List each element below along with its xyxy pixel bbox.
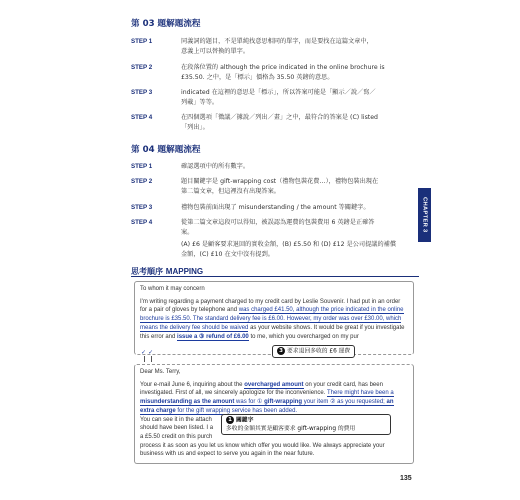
step-text [181, 113, 378, 134]
step-text [181, 88, 376, 109]
step-label: STEP 4 [131, 114, 153, 121]
line: 第二篇文章，但這裡沒有出現答案。 [181, 188, 280, 196]
text: as your website shows. It would be great if you investigate this error and [140, 324, 405, 340]
step-text [181, 63, 385, 84]
answer-note [181, 240, 417, 261]
mapping-title-zh: 思考順序 [131, 267, 163, 276]
salutation: Dear Ms. Terry, [140, 369, 181, 375]
chapter-tab: CHAPTER 3 [418, 188, 431, 242]
line: indicated 在這裡的意思是「標示」，所以答案可能是「顯示／說／寫／ [181, 89, 376, 96]
s3-step1 [131, 37, 417, 58]
s4-step2 [131, 177, 417, 198]
highlight-gift-wrapping: gift-wrapping [264, 399, 303, 406]
callout-title: 關鍵字 [236, 417, 254, 424]
s3-step3 [131, 88, 417, 109]
letter-body [140, 298, 408, 342]
line: 禮物包裝前面出現了 misunderstanding / the amount 等關鍵字。 [181, 204, 370, 211]
highlight-extra-charge: an extra charge [140, 399, 394, 414]
line: 金額，(C) £10 在文中沒有提到。 [181, 251, 274, 259]
step-label: STEP 1 [131, 38, 153, 45]
step-text [181, 218, 375, 239]
line: 確認選項中的所有數字。 [181, 163, 250, 170]
connector-line [144, 356, 145, 362]
highlight-overcharged: overcharged amount [244, 381, 304, 388]
highlight-charge: was charged £41.50, although the price indicated in the online brochure is £35.50. The standard delivery fee is £6.00. However, my order was over £30.00, which means the delivery fee should be waived [140, 307, 404, 331]
text-line: process it as soon as you let us know which offer you would like. We always appreciate your business with us and expect to serve you again in the near future. [140, 442, 385, 458]
s4-step3 [131, 203, 417, 213]
line: 在四個選項「徵議／據說／列出／畫」之中，最符合的答案是 (C) listed [181, 114, 378, 121]
line: 意義上可以替換的單字。 [181, 48, 250, 56]
step-text [181, 37, 373, 58]
step-label: STEP 4 [131, 219, 153, 226]
section4-title: 第 04 題解題流程 [131, 145, 201, 155]
text-line: should have been listed. I a [140, 425, 214, 432]
s4-step4 [131, 218, 417, 239]
connector-line [151, 356, 152, 362]
text: I'm writing regarding a payment charged to my credit card by Leslie Souvenir. I had put in an order for a pair of gloves by telephone and [140, 298, 401, 314]
line: £35.50. 之中，是「標示」價格為 35.50 英鎊的意思。 [181, 74, 334, 82]
mapping-title-en: MAPPING [165, 267, 204, 276]
text: Your e-mail June 6, inquiring about the [140, 381, 245, 388]
text: on your credit card, has been investigated. First of all, we sincerely apologize for the inconvenience. [140, 381, 383, 397]
callout-3 [272, 345, 355, 358]
line: 案。 [181, 229, 194, 237]
step-label: STEP 2 [131, 178, 153, 185]
callout-number: 1 [226, 416, 234, 424]
connector-markers: ✓ ✓ [141, 349, 154, 356]
line: 「列出」。 [181, 124, 209, 132]
divider [131, 276, 419, 277]
step-label: STEP 1 [131, 163, 153, 170]
step-label: STEP 3 [131, 89, 153, 96]
page-number: 135 [400, 475, 412, 482]
line: 在段落位置的 although the price indicated in the online brochure is [181, 64, 385, 71]
section3-title: 第 03 題解題流程 [131, 19, 201, 29]
line: 列載」等等。 [181, 99, 219, 107]
highlight-refund: issue a ③ refund of £6.00 [177, 333, 249, 340]
line: (A) £6 是顧客要求退回的實收金額，(B) £5.50 和 (D) £12 是公司提議的補償 [181, 241, 397, 248]
letter-1 [134, 281, 414, 355]
text-line: You can see it in the attach [140, 416, 212, 423]
line: 同義詞的題目，不是單純找意思相同的單字，而是要找在這篇文章中， [181, 38, 373, 45]
text: to me, which you overcharged on my pur [248, 333, 359, 340]
callout-1 [221, 414, 391, 435]
s3-step2 [131, 63, 417, 84]
step-label: STEP 3 [131, 204, 153, 211]
callout-text: 要求退回多收的 £6 運費 [287, 348, 351, 355]
text-line: a £5.50 credit on this purch [140, 433, 213, 440]
highlight: was for ① [234, 399, 265, 406]
highlight: There might have been a [327, 390, 394, 397]
callout-number: 3 [277, 347, 285, 355]
salutation: To whom it may concern [140, 286, 205, 292]
line: 題目關鍵字是 gift-wrapping cost（禮物包裝花費…），禮物包裝出現在 [181, 178, 379, 185]
callout-text: 多收的金額其實是顧客要求 gift-wrapping 的費用 [226, 425, 356, 432]
highlight: for the gift wrapping service has been added. [175, 407, 298, 414]
highlight-misunderstanding: misunderstanding as the amount [140, 399, 235, 406]
step-text [181, 203, 370, 213]
step-text [181, 162, 249, 172]
highlight: your item ② as you requested; [302, 399, 387, 406]
line: 從第二篇文章這段可以得知，被誤認為運費的包裝費用 6 英鎊是正確答 [181, 219, 375, 226]
step-text [181, 177, 378, 198]
s3-step4 [131, 113, 417, 134]
step-label: STEP 2 [131, 64, 153, 71]
letter-body [140, 381, 408, 416]
s4-step1 [131, 162, 417, 172]
